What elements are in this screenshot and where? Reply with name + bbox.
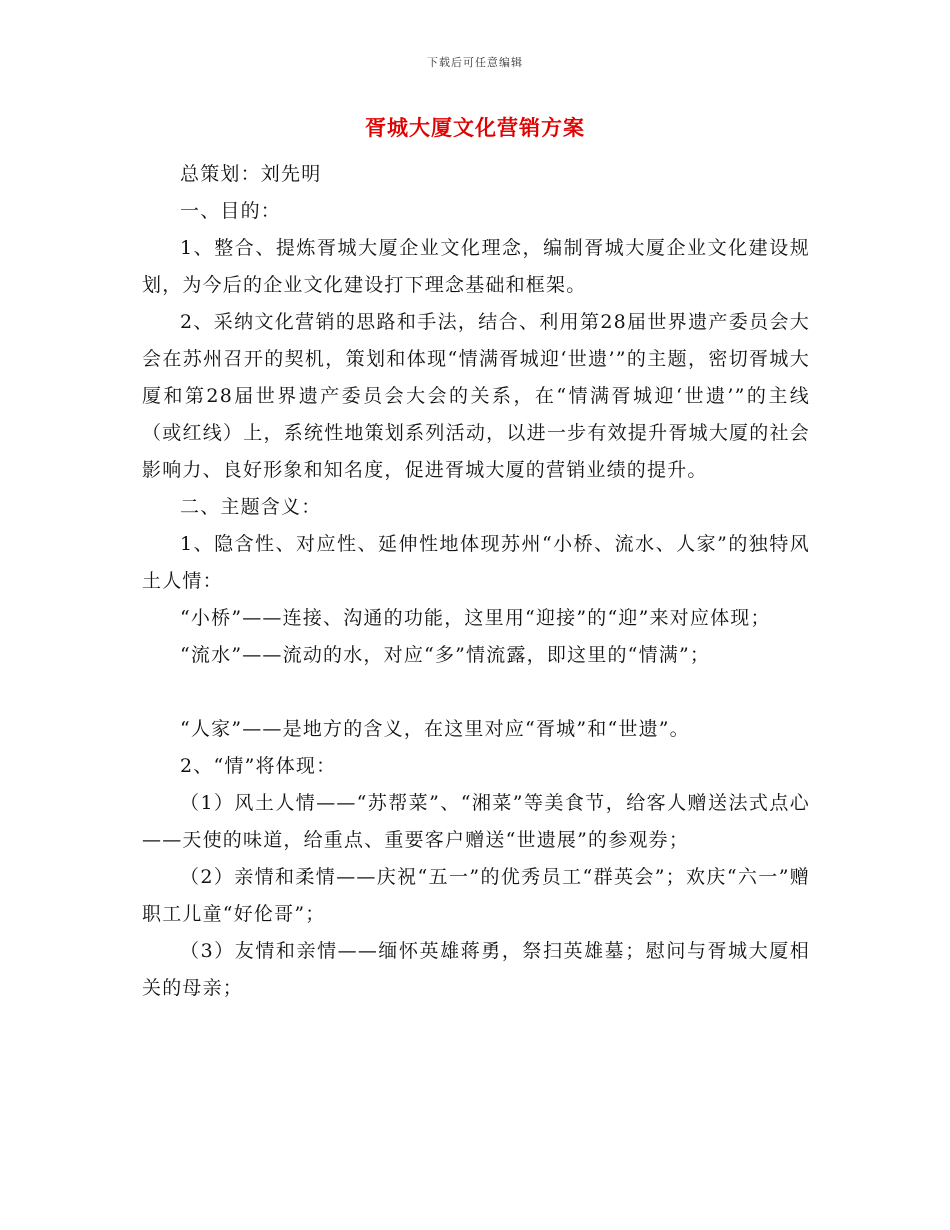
paragraph-bridge: “小桥”——连接、沟通的功能，这里用“迎接”的“迎”来对应体现； <box>180 607 771 629</box>
paragraph-theme-2: 2、“情”将体现： <box>180 755 337 777</box>
paragraph-item-3: （3）友情和亲情——缅怀英雄蒋勇，祭扫英雄墓；慰问与胥城大厦相关的母亲； <box>142 940 810 999</box>
paragraph-household: “人家”——是地方的含义，在这里对应“胥城”和“世遗”。 <box>180 718 690 740</box>
paragraph-section-theme: 二、主题含义： <box>180 496 322 518</box>
header-note: 下载后可任意编辑 <box>427 56 523 69</box>
paragraph-item-1: （1）风土人情——“苏帮菜”、“湘菜”等美食节，给客人赠送法式点心——天使的味道，给重点、重要客户赠送“世遗展”的参观券； <box>142 792 810 851</box>
paragraph-purpose-2: 2、采纳文化营销的思路和手法，结合、利用第28届世界遗产委员会大会在苏州召开的契机，策划和体现“情满胥城迎‘世遗’”的主题，密切胥城大厦和第28届世界遗产委员会大会的关系，在“情满胥城迎‘世遗’”的主线（或红线）上，系统性地策划系列活动，以进一步有效提升胥城大厦的社会影响力、良好形象和知名度，促进胥城大厦的营销业绩的提升。 <box>142 311 810 481</box>
paragraph-section-purpose: 一、目的： <box>180 200 282 222</box>
paragraph-purpose-1: 1、整合、提炼胥城大厦企业文化理念，编制胥城大厦企业文化建设规划，为今后的企业文化建设打下理念基础和框架。 <box>142 237 810 296</box>
paragraph-planner: 总策划：刘先明 <box>180 163 322 185</box>
document-title: 胥城大厦文化营销方案 <box>365 115 585 140</box>
paragraph-item-2: （2）亲情和柔情——庆祝“五一”的优秀员工“群英会”；欢庆“六一”赠职工儿童“好伦哥”； <box>142 866 810 925</box>
paragraph-water: “流水”——流动的水，对应“多”情流露，即这里的“情满”； <box>180 644 711 666</box>
document-body <box>142 156 810 1007</box>
paragraph-theme-1: 1、隐含性、对应性、延伸性地体现苏州“小桥、流水、人家”的独特风土人情： <box>142 533 810 592</box>
